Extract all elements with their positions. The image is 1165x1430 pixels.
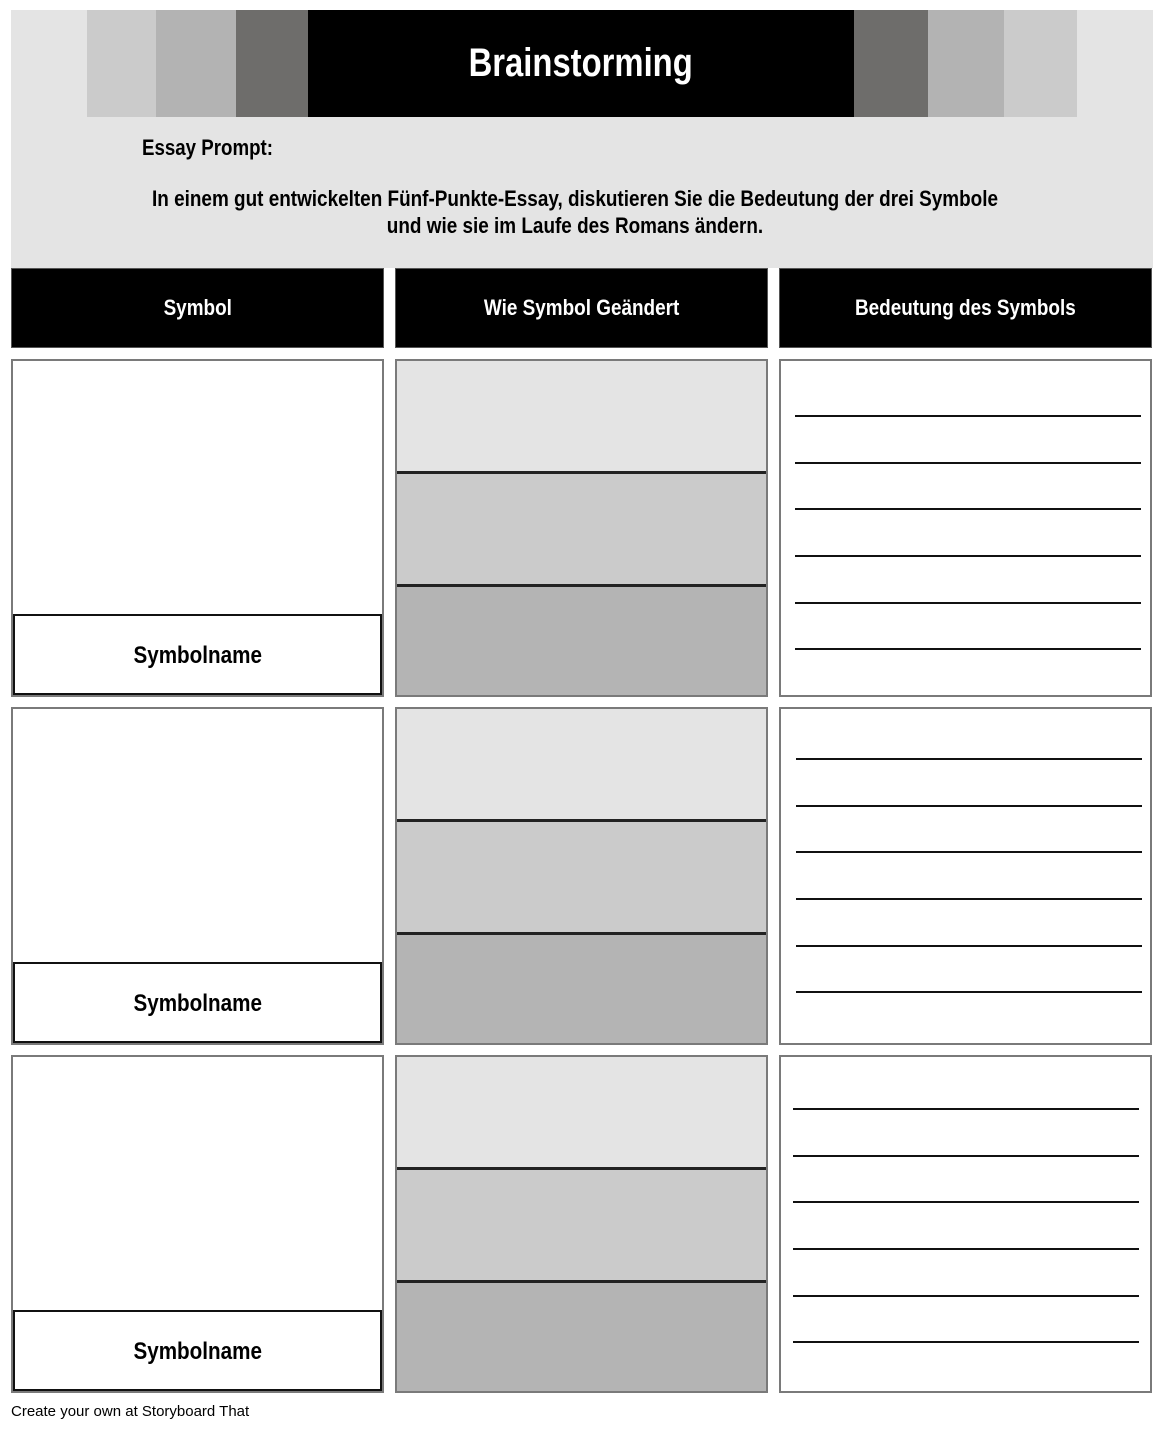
writing-line — [793, 1155, 1139, 1157]
column-header-change-label: Wie Symbol Geändert — [483, 295, 680, 320]
column-header-meaning — [779, 268, 1152, 348]
writing-line — [795, 602, 1141, 604]
symbol-name-label: Symbolname — [133, 641, 262, 669]
writing-line — [796, 758, 1142, 760]
writing-line — [793, 1341, 1139, 1343]
change-stage-1[interactable] — [397, 361, 766, 474]
symbol-name-box[interactable] — [13, 962, 382, 1043]
meaning-cell[interactable] — [779, 707, 1152, 1045]
band-left-mid — [156, 10, 236, 117]
writing-line — [796, 851, 1142, 853]
change-stage-3[interactable] — [397, 587, 766, 697]
writing-line — [795, 415, 1141, 417]
band-right-mid — [928, 10, 1004, 117]
prompt-text: In einem gut entwickelten Fünf-Punkte-Essay, diskutieren Sie die Bedeutung der drei Symbole und wie sie im Laufe des Romans ändern. — [152, 186, 998, 238]
writing-line — [795, 462, 1141, 464]
symbol-name-box[interactable] — [13, 1310, 382, 1391]
change-cell[interactable] — [395, 359, 768, 697]
change-stage-2[interactable] — [397, 474, 766, 587]
writing-line — [793, 1248, 1139, 1250]
column-header-change — [395, 268, 768, 348]
title-bar — [308, 10, 854, 117]
band-left-light — [87, 10, 156, 117]
symbol-cell[interactable] — [11, 1055, 384, 1393]
symbol-cell[interactable] — [11, 707, 384, 1045]
column-header-symbol-label: Symbol — [163, 295, 232, 320]
writing-line — [796, 898, 1142, 900]
change-cell[interactable] — [395, 707, 768, 1045]
symbol-name-label: Symbolname — [133, 989, 262, 1017]
footer-credit-link[interactable]: Create your own at Storyboard That — [11, 1403, 250, 1420]
meaning-cell[interactable] — [779, 359, 1152, 697]
writing-line — [793, 1295, 1139, 1297]
band-right-dark — [854, 10, 928, 117]
writing-line — [796, 805, 1142, 807]
change-stage-1[interactable] — [397, 709, 766, 822]
band-left-dark — [236, 10, 308, 117]
change-stage-1[interactable] — [397, 1057, 766, 1170]
symbol-cell[interactable] — [11, 359, 384, 697]
writing-line — [795, 508, 1141, 510]
column-header-meaning-label: Bedeutung des Symbols — [855, 295, 1076, 320]
band-right-light — [1004, 10, 1077, 117]
change-stage-3[interactable] — [397, 1283, 766, 1393]
prompt-label: Essay Prompt: — [142, 135, 273, 160]
change-cell[interactable] — [395, 1055, 768, 1393]
change-stage-2[interactable] — [397, 822, 766, 935]
meaning-cell[interactable] — [779, 1055, 1152, 1393]
writing-line — [795, 648, 1141, 650]
change-stage-3[interactable] — [397, 935, 766, 1045]
page-title: Brainstorming — [468, 41, 694, 85]
change-stage-2[interactable] — [397, 1170, 766, 1283]
column-header-symbol — [11, 268, 384, 348]
writing-line — [793, 1201, 1139, 1203]
writing-line — [793, 1108, 1139, 1110]
symbol-name-label: Symbolname — [133, 1337, 262, 1365]
writing-line — [796, 991, 1142, 993]
writing-line — [796, 945, 1142, 947]
writing-line — [795, 555, 1141, 557]
symbol-name-box[interactable] — [13, 614, 382, 695]
